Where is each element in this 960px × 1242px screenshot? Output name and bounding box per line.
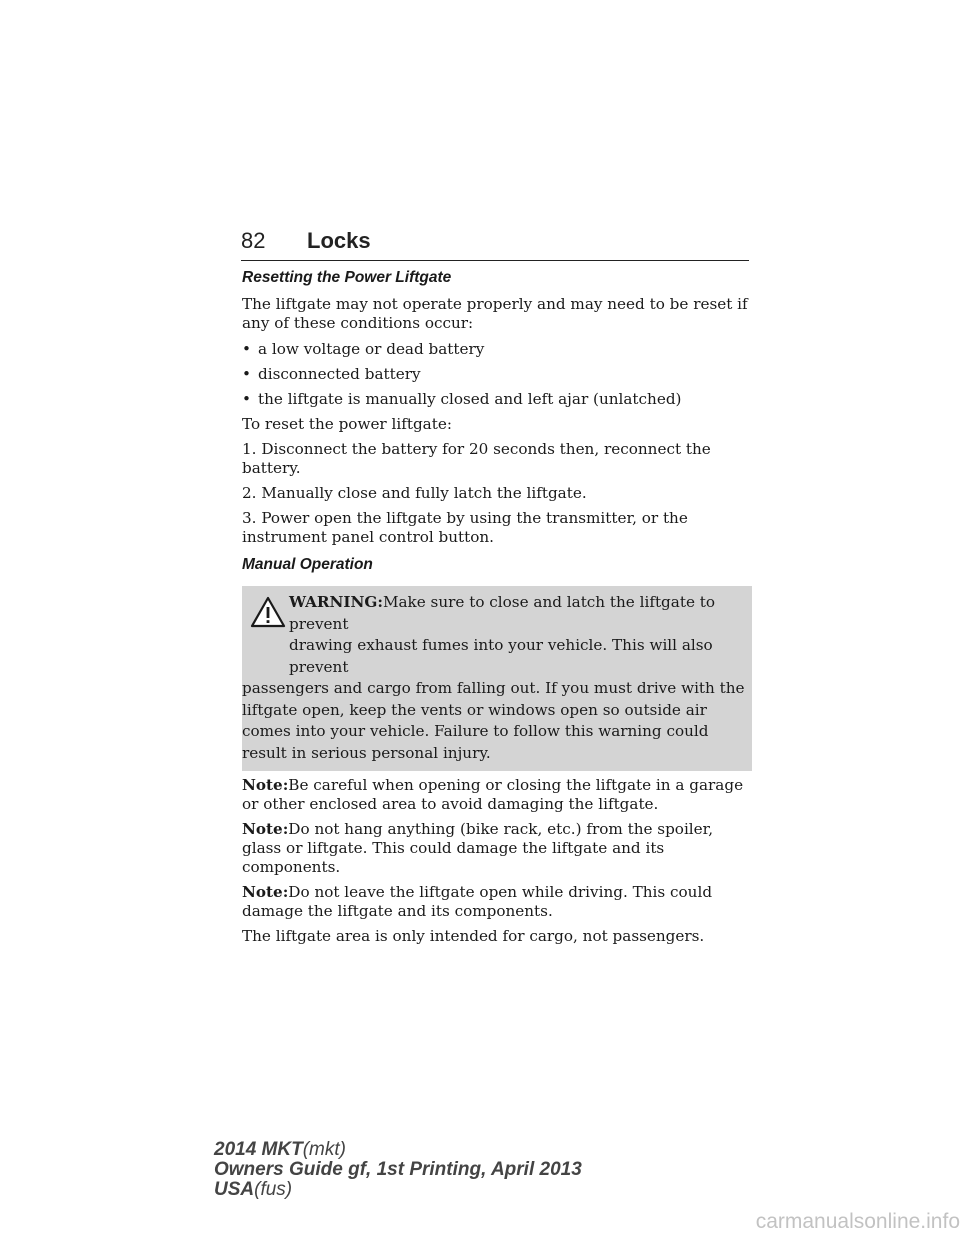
footer-model-code: (mkt) xyxy=(302,1139,346,1160)
footer-market: USA xyxy=(214,1179,255,1200)
reset-heading: Resetting the Power Liftgate xyxy=(242,269,452,286)
note-text: Be careful when opening or closing the liftgate in a garage or other enclosed area to avoid damaging the liftgate. xyxy=(242,776,744,813)
warning-line1: Make sure to close and latch the liftgate to prevent xyxy=(289,593,716,633)
note-2 xyxy=(242,820,752,877)
closing-text: The liftgate area is only intended for cargo, not passengers. xyxy=(242,927,705,945)
note-1 xyxy=(242,776,752,814)
page-number: 82 xyxy=(241,228,266,253)
manual-heading: Manual Operation xyxy=(242,556,373,573)
warning-box xyxy=(242,586,752,771)
bullet-item: • a low voltage or dead battery xyxy=(242,340,752,359)
note-label: Note: xyxy=(242,820,289,838)
note-text: Do not leave the liftgate open while driving. This could damage the liftgate and its components. xyxy=(242,883,713,920)
footer-model: 2014 MKT xyxy=(214,1139,303,1160)
warning-triangle-icon xyxy=(250,596,286,628)
section-title: Locks xyxy=(307,228,371,253)
reset-intro: The liftgate may not operate properly and may need to be reset if any of these conditions occur: xyxy=(242,295,748,332)
step-2: 2. Manually close and fully latch the liftgate. xyxy=(242,484,587,502)
warning-first-line xyxy=(242,592,746,635)
bullet-item: • disconnected battery xyxy=(242,365,752,384)
footer-model-line xyxy=(214,1140,582,1160)
step-1: 1. Disconnect the battery for 20 seconds then, reconnect the battery. xyxy=(242,440,711,477)
step-3: 3. Power open the liftgate by using the transmitter, or the instrument panel control button. xyxy=(242,509,688,546)
note-label: Note: xyxy=(242,776,289,794)
note-3 xyxy=(242,883,752,921)
footer-printing-line: Owners Guide gf, 1st Printing, April 2013 xyxy=(214,1159,582,1180)
warning-body: passengers and cargo from falling out. If you must drive with the liftgate open, keep the vents or windows open so outside air comes into your vehicle. Failure to follow this warning could result in serious personal injury. xyxy=(242,679,745,762)
warning-label: WARNING: xyxy=(289,593,383,611)
print-footer xyxy=(214,1140,582,1200)
page-header xyxy=(241,228,749,261)
steps-intro: To reset the power liftgate: xyxy=(242,415,452,433)
footer-market-line xyxy=(214,1180,582,1200)
note-label: Note: xyxy=(242,883,289,901)
watermark: carmanualsonline.info xyxy=(755,1210,960,1233)
warning-line2: drawing exhaust fumes into your vehicle. This will also prevent xyxy=(289,636,713,676)
note-text: Do not hang anything (bike rack, etc.) from the spoiler, glass or liftgate. This could damage the liftgate and its components. xyxy=(242,820,714,876)
bullet-item: • the liftgate is manually closed and left ajar (unlatched) xyxy=(242,390,752,409)
page-content xyxy=(242,268,752,946)
footer-market-code: (fus) xyxy=(254,1179,293,1200)
